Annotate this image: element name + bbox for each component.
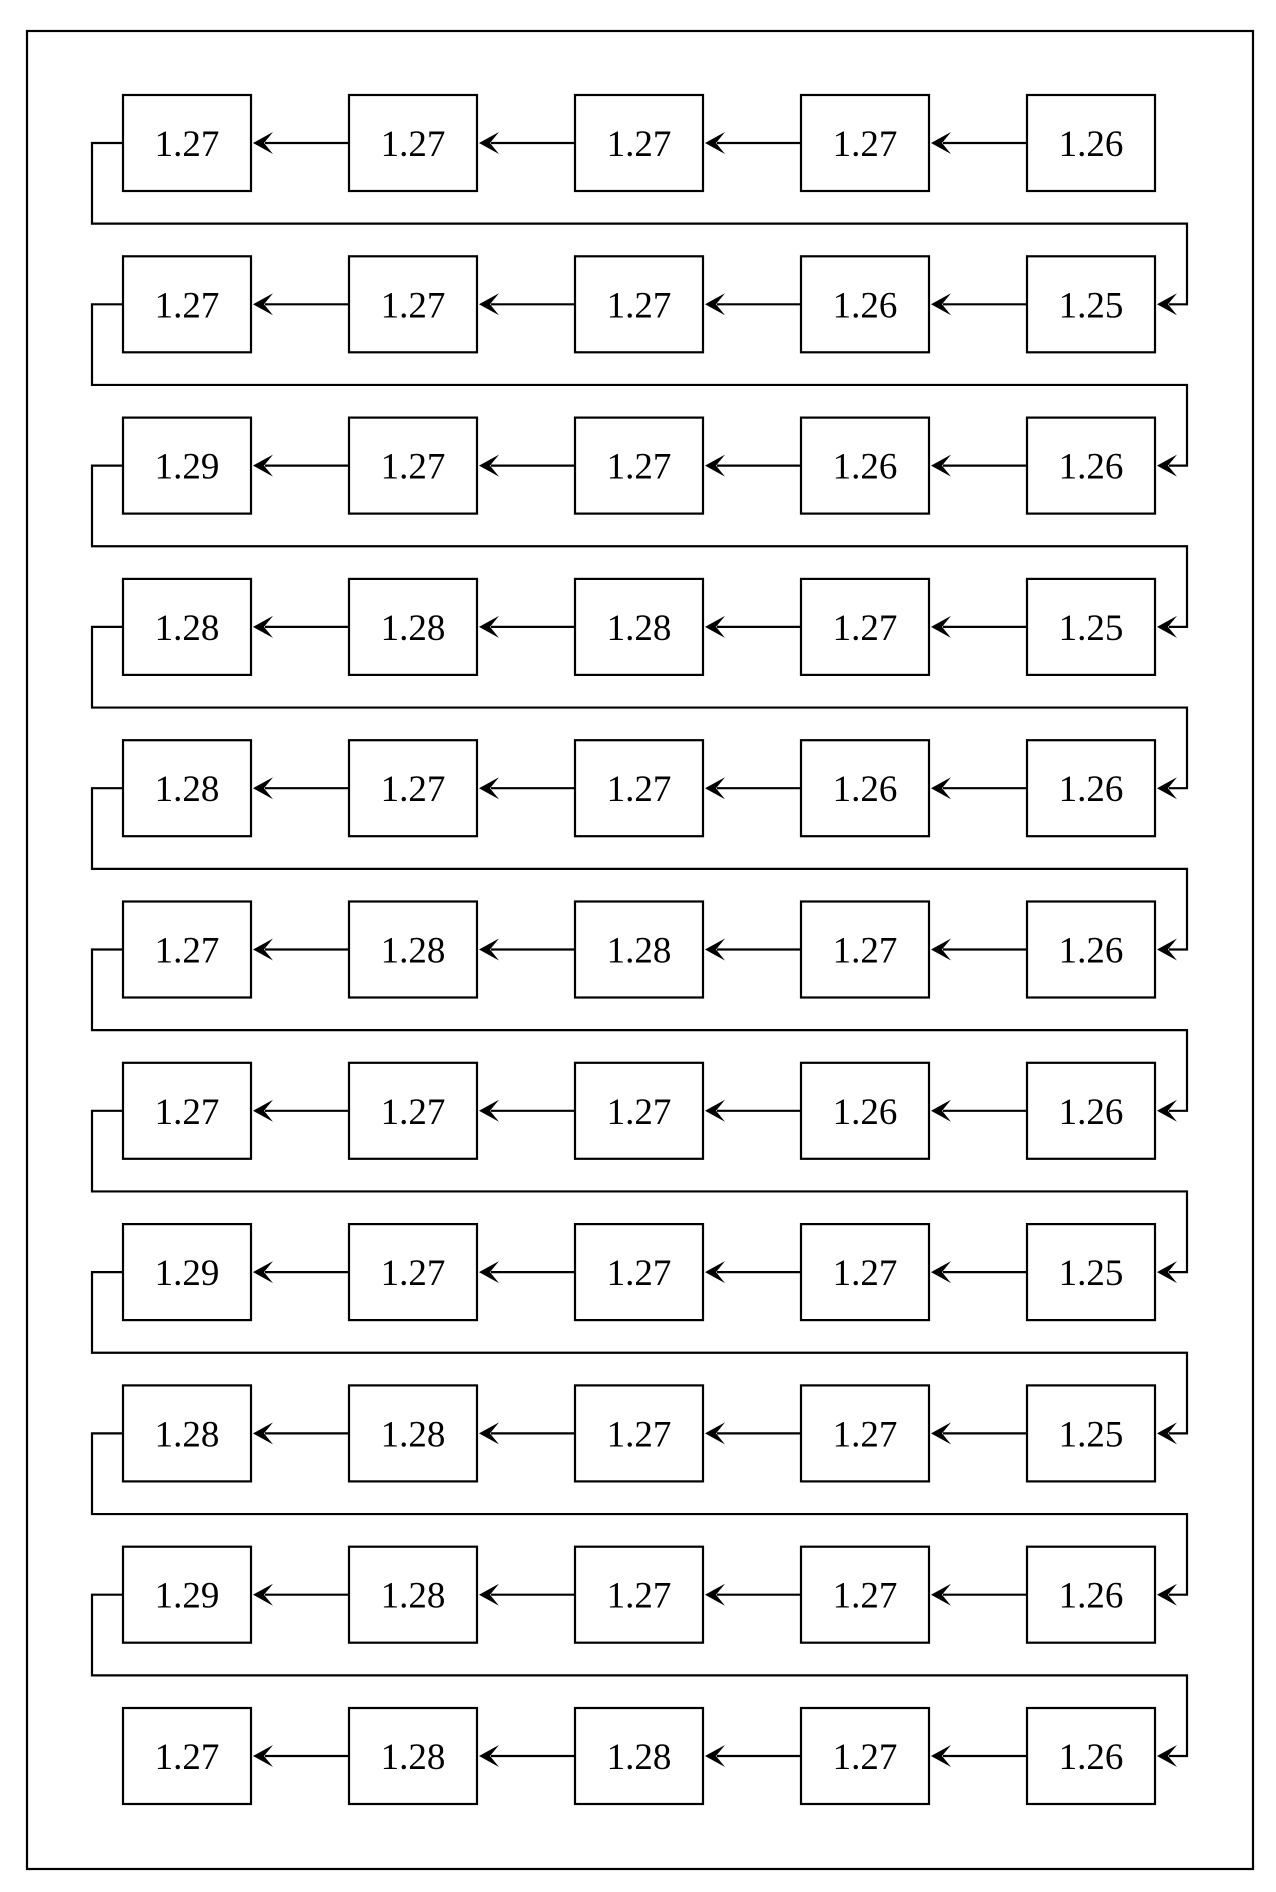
node-value-r3-c3: 1.27 bbox=[606, 446, 672, 488]
node-value-r5-c2: 1.27 bbox=[380, 769, 446, 811]
node-value-r2-c4: 1.26 bbox=[832, 285, 898, 327]
node-value-r8-c2: 1.27 bbox=[380, 1253, 446, 1295]
node-value-r4-c1: 1.28 bbox=[154, 607, 220, 649]
node-value-r8-c1: 1.29 bbox=[154, 1253, 220, 1295]
node-value-r11-c2: 1.28 bbox=[380, 1737, 446, 1778]
node-value-r6-c4: 1.27 bbox=[832, 930, 898, 972]
node-value-r3-c2: 1.27 bbox=[380, 446, 446, 488]
node-value-r9-c3: 1.27 bbox=[606, 1414, 672, 1456]
node-value-r1-c2: 1.27 bbox=[380, 124, 446, 165]
node-value-r8-c3: 1.27 bbox=[606, 1253, 672, 1295]
node-value-r7-c5: 1.26 bbox=[1058, 1091, 1124, 1133]
node-value-r5-c3: 1.27 bbox=[606, 769, 672, 811]
node-value-r5-c5: 1.26 bbox=[1058, 769, 1124, 811]
node-value-r6-c2: 1.28 bbox=[380, 930, 446, 972]
node-value-r7-c4: 1.26 bbox=[832, 1091, 898, 1133]
node-value-r10-c1: 1.29 bbox=[154, 1575, 220, 1617]
node-value-r10-c3: 1.27 bbox=[606, 1575, 672, 1617]
node-value-r8-c5: 1.25 bbox=[1058, 1253, 1124, 1295]
node-value-r5-c1: 1.28 bbox=[154, 769, 220, 811]
node-value-r6-c3: 1.28 bbox=[606, 930, 672, 972]
node-value-r8-c4: 1.27 bbox=[832, 1253, 898, 1295]
node-value-r7-c1: 1.27 bbox=[154, 1091, 220, 1133]
node-value-r4-c4: 1.27 bbox=[832, 607, 898, 649]
node-value-r1-c4: 1.27 bbox=[832, 124, 898, 165]
node-value-r4-c2: 1.28 bbox=[380, 607, 446, 649]
node-value-r11-c5: 1.26 bbox=[1058, 1737, 1124, 1778]
node-value-r9-c5: 1.25 bbox=[1058, 1414, 1124, 1456]
node-value-r6-c1: 1.27 bbox=[154, 930, 220, 972]
node-value-r10-c2: 1.28 bbox=[380, 1575, 446, 1617]
node-value-r7-c2: 1.27 bbox=[380, 1091, 446, 1133]
node-value-r11-c1: 1.27 bbox=[154, 1737, 220, 1778]
node-value-r2-c1: 1.27 bbox=[154, 285, 220, 327]
node-value-r3-c4: 1.26 bbox=[832, 446, 898, 488]
node-value-r1-c1: 1.27 bbox=[154, 124, 220, 165]
node-value-r9-c4: 1.27 bbox=[832, 1414, 898, 1456]
node-value-r2-c3: 1.27 bbox=[606, 285, 672, 327]
node-value-r2-c2: 1.27 bbox=[380, 285, 446, 327]
node-value-r2-c5: 1.25 bbox=[1058, 285, 1124, 327]
node-value-r4-c5: 1.25 bbox=[1058, 607, 1124, 649]
node-value-r3-c1: 1.29 bbox=[154, 446, 220, 488]
node-value-r11-c3: 1.28 bbox=[606, 1737, 672, 1778]
node-value-r5-c4: 1.26 bbox=[832, 769, 898, 811]
node-value-r1-c3: 1.27 bbox=[606, 124, 672, 165]
node-value-r6-c5: 1.26 bbox=[1058, 930, 1124, 972]
node-value-r1-c5: 1.26 bbox=[1058, 124, 1124, 165]
node-value-r4-c3: 1.28 bbox=[606, 607, 672, 649]
node-value-r9-c1: 1.28 bbox=[154, 1414, 220, 1456]
node-value-r9-c2: 1.28 bbox=[380, 1414, 446, 1456]
node-value-r7-c3: 1.27 bbox=[606, 1091, 672, 1133]
node-value-r10-c5: 1.26 bbox=[1058, 1575, 1124, 1617]
node-value-r11-c4: 1.27 bbox=[832, 1737, 898, 1778]
node-value-r3-c5: 1.26 bbox=[1058, 446, 1124, 488]
node-value-r10-c4: 1.27 bbox=[832, 1575, 898, 1617]
